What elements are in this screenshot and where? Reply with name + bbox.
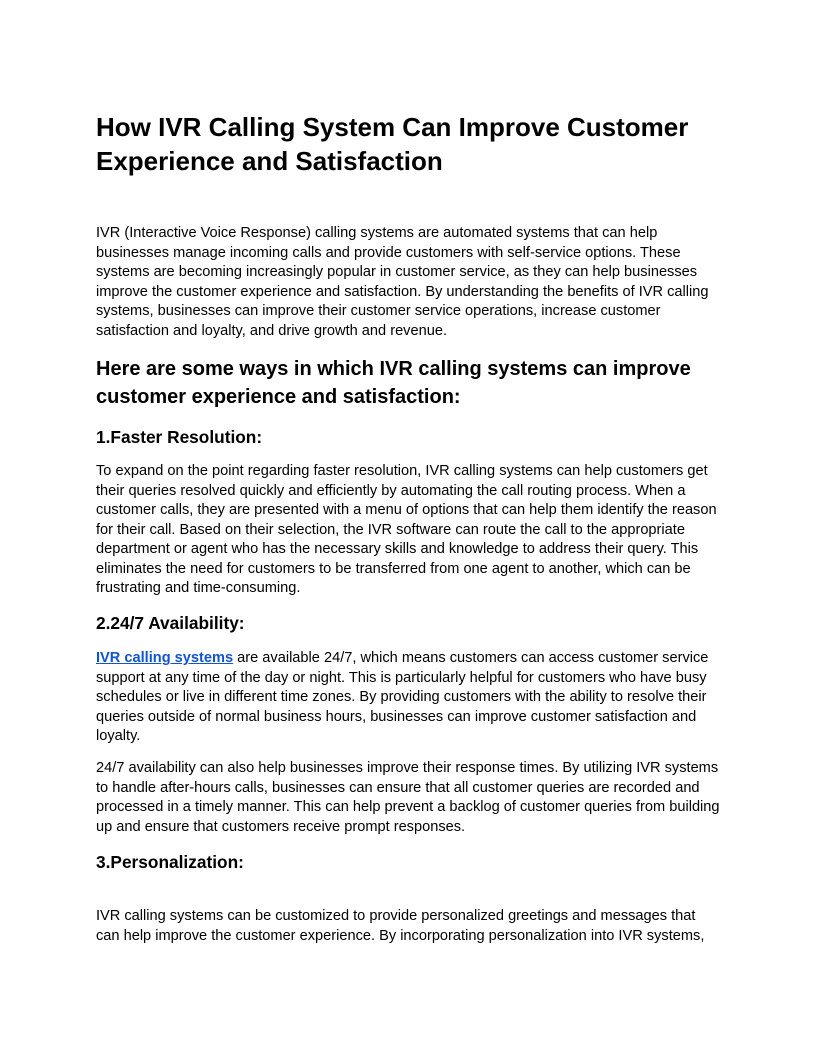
intro-paragraph: IVR (Interactive Voice Response) calling systems are automated systems that can help businesses manage incoming calls and provide customers with self-service options. These systems are becoming increasingly popular in customer service, as they can help businesses improve the customer experience and satisfaction. By understanding the benefits of IVR calling systems, businesses can improve their customer service operations, increase customer satisfaction and loyalty, and drive growth and revenue. xyxy=(96,225,709,339)
section-heading-faster-resolution: 1.Faster Resolution: xyxy=(96,427,263,447)
page-title: How IVR Calling System Can Improve Customer Experience and Satisfaction xyxy=(96,112,689,176)
faster-resolution-paragraph: To expand on the point regarding faster resolution, IVR calling systems can help customers get their queries resolved quickly and efficiently by automating the call routing process. When a customer calls, they are presented with a menu of options that can help them identify the reason for their call. Based on their selection, the IVR software can route the call to the appropriate department or agent who has the necessary skills and knowledge to address their query. This eliminates the need for customers to be transferred from one agent to another, which can be frustrating and time-consuming. xyxy=(96,463,717,596)
ways-heading: Here are some ways in which IVR calling systems can improve customer experience and satisfaction: xyxy=(96,358,691,408)
availability-paragraph-text: are available 24/7, which means customers can access customer service support at any time of the day or night. This is particularly helpful for customers who have busy schedules or live in different time zones. By providing customers with the ability to resolve their queries outside of normal business hours, businesses can improve customer satisfaction and loyalty. xyxy=(96,650,709,744)
personalization-paragraph: IVR calling systems can be customized to provide personalized greetings and messages that can help improve the customer experience. By incorporating personalization into IVR systems, xyxy=(96,908,705,944)
section-heading-availability: 2.24/7 Availability: xyxy=(96,613,245,633)
availability-paragraph-2: 24/7 availability can also help businesses improve their response times. By utilizing IVR systems to handle after-hours calls, businesses can ensure that all customer queries are recorded and processed in a timely manner. This can help prevent a backlog of customer queries from building up and ensure that customers receive prompt responses. xyxy=(96,760,720,835)
availability-paragraph xyxy=(96,649,722,747)
ivr-calling-systems-link[interactable]: IVR calling systems xyxy=(96,650,234,666)
section-heading-personalization: 3.Personalization: xyxy=(96,852,244,872)
